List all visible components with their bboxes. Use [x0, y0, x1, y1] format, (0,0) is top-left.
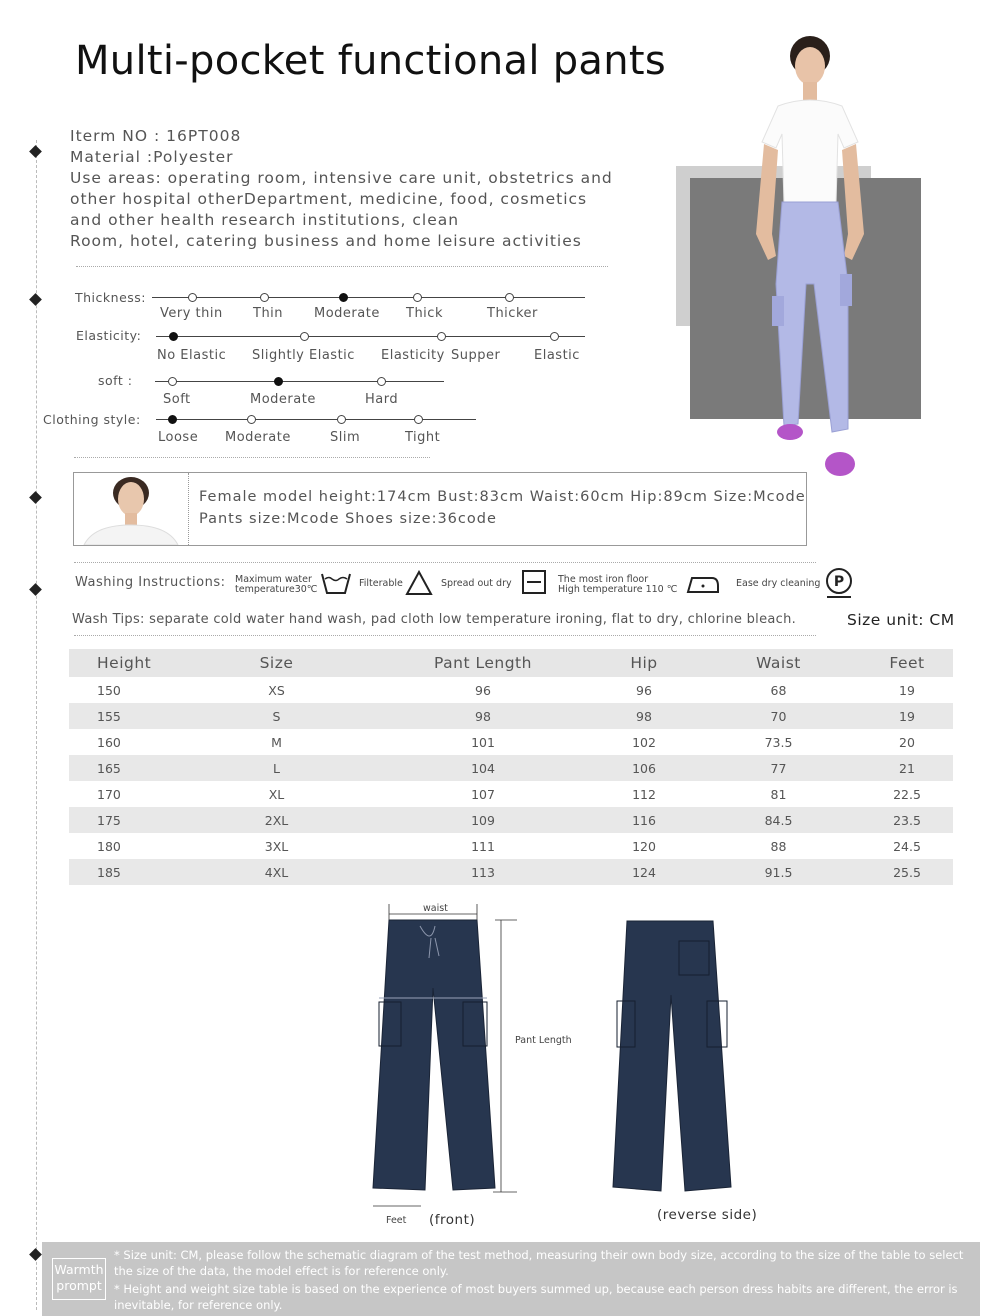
table-cell: 25.5 [861, 859, 953, 885]
soft-option: Hard [365, 392, 399, 407]
divider [74, 562, 816, 563]
soft-option: Moderate [250, 392, 316, 407]
elasticity-option-dot [550, 332, 559, 341]
pant-length-label: Pant Length [515, 1035, 572, 1046]
svg-text:P: P [833, 574, 845, 590]
iron-icon [686, 572, 720, 594]
table-cell: 107 [471, 786, 495, 802]
wash-tips: Wash Tips: separate cold water hand wash, pad cloth low temperature ironing, flat to dry, chlorine bleach. [72, 612, 797, 627]
table-cell: 4XL [179, 859, 374, 885]
table-cell: 101 [471, 734, 495, 750]
column-header: Size [179, 649, 374, 677]
flat-dry-icon [521, 569, 547, 595]
table-cell: 104 [374, 755, 592, 781]
soft-option-dot [377, 377, 386, 386]
thickness-option-dot [413, 293, 422, 302]
table-cell: 98 [592, 703, 696, 729]
model-measurements: Female model height:174cm Bust:83cm Waist:60cm Hip:89cm Size:Mcode [199, 489, 806, 505]
table-cell: 73.5 [764, 734, 793, 750]
material: Material :Polyester [70, 148, 234, 166]
clothing-style-option: Moderate [225, 430, 291, 445]
dry-clean-text: Ease dry cleaning [736, 578, 821, 589]
wash-temp-text: Maximum water [235, 574, 312, 585]
thickness-option: Very thin [160, 306, 223, 321]
soft-option: Soft [163, 392, 191, 407]
soft-scale-line [155, 381, 444, 382]
table-row [69, 755, 953, 781]
table-cell: 124 [592, 859, 696, 885]
page-title: Multi-pocket functional pants [75, 38, 667, 84]
use-areas-line: and other health research institutions, clean [70, 211, 460, 229]
feet-label: Feet [386, 1215, 407, 1226]
soft-selected-dot [274, 377, 283, 386]
use-areas-line: Use areas: operating room, intensive care unit, obstetrics and [70, 169, 613, 187]
table-cell: 68 [770, 682, 787, 698]
table-cell: 106 [592, 755, 696, 781]
elasticity-option: Elastic [534, 348, 580, 363]
bullet-icon [29, 491, 42, 504]
timeline-line [36, 140, 37, 1310]
clothing-style-option-dot [247, 415, 256, 424]
model-sizes: Pants size:Mcode Shoes size:36code [199, 511, 497, 527]
table-cell: 19 [899, 682, 915, 698]
table-cell: 2XL [179, 807, 374, 833]
model-photo [740, 34, 880, 484]
column-header: Hip [592, 649, 696, 677]
elasticity-option-dot [300, 332, 309, 341]
table-cell: 150 [97, 682, 121, 698]
bullet-icon [29, 583, 42, 596]
table-cell: 96 [475, 682, 491, 698]
elasticity-option: Supper [451, 348, 501, 363]
table-cell: 22.5 [893, 786, 921, 802]
table-row [69, 729, 953, 755]
divider [74, 635, 816, 636]
clothing-style-option: Loose [158, 430, 199, 445]
triangle-icon [405, 570, 433, 596]
bleach-text: Filterable [359, 578, 403, 589]
clothing-style-option: Slim [330, 430, 361, 445]
bullet-icon [29, 145, 42, 158]
table-row [69, 703, 953, 729]
table-cell: 70 [696, 703, 861, 729]
table-cell: 23.5 [861, 807, 953, 833]
bullet-icon [29, 1248, 42, 1261]
table-cell: 160 [97, 734, 121, 750]
table-cell: 21 [861, 755, 953, 781]
warmth-prompt-footer [42, 1242, 980, 1316]
dry-clean-p-icon [825, 567, 853, 599]
thickness-scale-line [152, 297, 585, 298]
clothing-style-option-dot [414, 415, 423, 424]
table-cell: XS [268, 682, 285, 698]
table-cell: 19 [861, 703, 953, 729]
elasticity-option: Slightly Elastic [252, 348, 355, 363]
thickness-label: Thickness: [75, 290, 146, 305]
table-cell: 20 [899, 734, 915, 750]
elasticity-selected-dot [169, 332, 178, 341]
elasticity-option: Elasticity [381, 348, 445, 363]
table-cell: 112 [632, 786, 656, 802]
iron-text: High temperature 110 ℃ [558, 584, 678, 595]
divider [76, 266, 608, 267]
iron-text: The most iron floor [558, 574, 649, 585]
table-cell: 175 [69, 807, 179, 833]
item-number: Iterm NO : 16PT008 [70, 127, 242, 145]
table-cell: 109 [374, 807, 592, 833]
table-cell: 120 [632, 838, 656, 854]
thickness-option: Thin [253, 306, 284, 321]
table-cell: 84.5 [696, 807, 861, 833]
warmth-prompt-badge [52, 1258, 106, 1300]
table-cell: M [271, 734, 282, 750]
use-areas-line: Room, hotel, catering business and home leisure activities [70, 232, 582, 250]
thickness-option: Thick [406, 306, 443, 321]
elasticity-option: No Elastic [157, 348, 227, 363]
table-cell: 91.5 [696, 859, 861, 885]
table-row [69, 859, 953, 885]
soft-option-dot [168, 377, 177, 386]
wash-basin-icon [320, 570, 352, 596]
model-thumbnail [74, 473, 189, 545]
washing-label: Washing Instructions: [75, 575, 226, 590]
model-info-box [73, 472, 807, 546]
clothing-style-selected-dot [168, 415, 177, 424]
table-cell: 180 [97, 838, 121, 854]
table-cell: XL [268, 786, 285, 802]
table-cell: 170 [97, 786, 121, 802]
table-row [69, 781, 953, 807]
elasticity-option-dot [437, 332, 446, 341]
column-header: Waist [696, 649, 861, 677]
elasticity-label: Elasticity: [76, 328, 142, 343]
table-cell: 116 [592, 807, 696, 833]
use-areas-line: other hospital otherDepartment, medicine, food, cosmetics [70, 190, 588, 208]
table-cell: L [179, 755, 374, 781]
table-cell: 113 [374, 859, 592, 885]
thickness-option: Thicker [487, 306, 538, 321]
thickness-selected-dot [339, 293, 348, 302]
table-cell: S [179, 703, 374, 729]
table-row [69, 807, 953, 833]
table-row [69, 833, 953, 859]
column-header: Pant Length [374, 649, 592, 677]
thickness-option-dot [505, 293, 514, 302]
thickness-option-dot [188, 293, 197, 302]
table-cell: 88 [770, 838, 787, 854]
footer-note: * Size unit: CM, please follow the schematic diagram of the test method, measuring their own body size, according to the size of the table to select the size of the data, the model effect is for reference only. [114, 1248, 964, 1278]
clothing-style-label: Clothing style: [43, 412, 141, 427]
table-header-row [69, 649, 953, 677]
waist-label: waist [423, 903, 448, 914]
clothing-style-scale-line [156, 419, 476, 420]
table-cell: 155 [69, 703, 179, 729]
thickness-option-dot [260, 293, 269, 302]
table-cell: 81 [770, 786, 787, 802]
pants-back-diagram [605, 915, 745, 1200]
clothing-style-option: Tight [405, 430, 441, 445]
table-row [69, 677, 953, 703]
elasticity-scale-line [156, 336, 585, 337]
table-cell: 185 [69, 859, 179, 885]
pants-front-diagram [365, 898, 525, 1218]
badge-line: Warmth [54, 1262, 104, 1277]
dry-text: Spread out dry [441, 578, 512, 589]
table-cell: 111 [471, 838, 495, 854]
column-header: Height [69, 649, 179, 677]
reverse-caption: (reverse side) [657, 1207, 758, 1223]
table-cell: 102 [632, 734, 656, 750]
bullet-icon [29, 293, 42, 306]
size-table [69, 649, 953, 885]
table-cell: 98 [374, 703, 592, 729]
footer-note: * Height and weight size table is based on the experience of most buyers summed up, because each person dress habits are different, the error is inevitable, for reference only. [114, 1282, 958, 1312]
soft-label: soft : [98, 373, 133, 388]
table-cell: 24.5 [893, 838, 921, 854]
badge-line: prompt [56, 1278, 102, 1293]
clothing-style-option-dot [337, 415, 346, 424]
thickness-option: Moderate [314, 306, 380, 321]
wash-temp-text: temperature30℃ [235, 584, 318, 595]
table-cell: 77 [696, 755, 861, 781]
table-cell: 3XL [264, 838, 289, 854]
size-unit: Size unit: CM [847, 611, 955, 629]
front-caption: (front) [429, 1212, 476, 1228]
divider [74, 457, 430, 458]
table-cell: 165 [69, 755, 179, 781]
table-cell: 96 [636, 682, 652, 698]
column-header: Feet [861, 649, 953, 677]
